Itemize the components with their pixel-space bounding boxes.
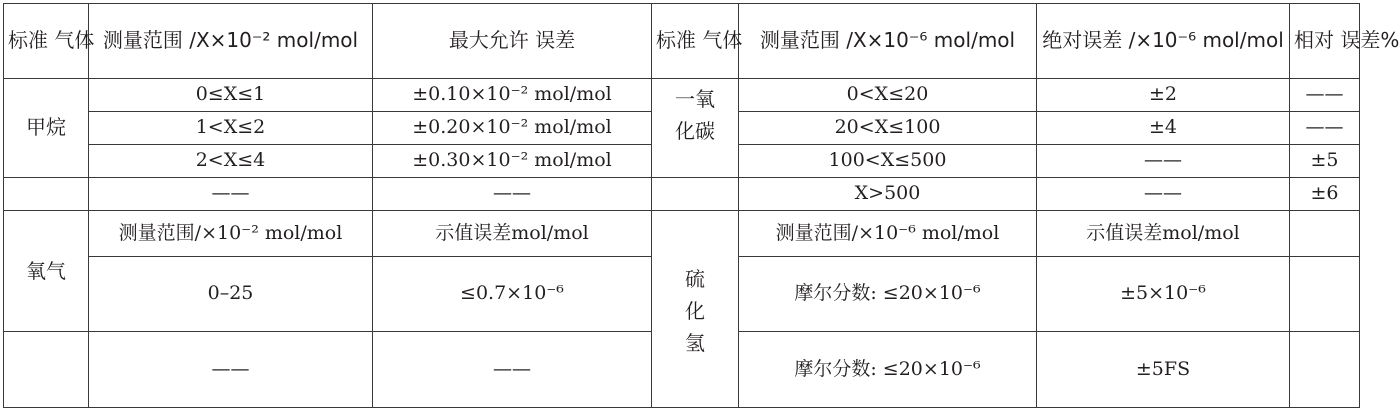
gas-standard-table [3,3,1399,408]
gas-co: 一氧 化碳 [675,86,715,143]
co-rel-error: —— [1290,78,1360,111]
methane-range: 2<X≤4 [89,145,373,178]
h2s-error: ±5×10⁻⁶ [1037,256,1290,332]
h2s-error: ±5FS [1037,332,1290,408]
empty-cell [1290,332,1360,408]
header-row [4,4,1360,79]
table-row [4,178,1360,211]
methane-error: ±0.10×10⁻² mol/mol [373,78,652,111]
methane-error: ±0.20×10⁻² mol/mol [373,111,652,144]
co-abs-error: —— [1037,145,1290,178]
co-rel-error: ±5 [1290,145,1360,178]
empty-gas-cell [4,332,89,408]
co-abs-error: ±4 [1037,111,1290,144]
co-range: 0<X≤20 [739,78,1037,111]
empty-error: —— [373,332,652,408]
h2s-error-subheader: 示值误差mol/mol [1037,211,1290,256]
header-range-left: 测量范围 /X×10⁻² mol/mol [89,4,373,79]
header-max-error: 最大允许 误差 [373,4,652,79]
empty-gas-cell [4,178,89,211]
co-rel-error: —— [1290,111,1360,144]
h2s-range-subheader: 测量范围/×10⁻⁶ mol/mol [739,211,1037,256]
empty-cell [1290,211,1360,256]
co-abs-error: ±2 [1037,78,1290,111]
header-std-gas-right: 标准 气体 [652,4,739,79]
empty-range: —— [89,332,373,408]
co-rel-error: ±6 [1290,178,1360,211]
h2s-range: 摩尔分数: ≤20×10⁻⁶ [739,332,1037,408]
header-rel-error: 相对 误差% [1290,4,1360,79]
co-range: 100<X≤500 [739,145,1037,178]
h2s-range: 摩尔分数: ≤20×10⁻⁶ [739,256,1037,332]
header-range-right: 测量范围 /X×10⁻⁶ mol/mol [739,4,1037,79]
methane-range: 0≤X≤1 [89,78,373,111]
methane-error: ±0.30×10⁻² mol/mol [373,145,652,178]
gas-methane: 甲烷 [4,78,89,178]
methane-error: —— [373,178,652,211]
table-row [4,78,1360,111]
empty-gas-cell [652,178,739,211]
header-abs-error: 绝对误差 /×10⁻⁶ mol/mol [1037,4,1290,79]
oxygen-range: 0–25 [89,256,373,332]
gas-h2s: 硫 化 氢 [685,267,705,356]
empty-cell [1290,256,1360,332]
methane-range: 1<X≤2 [89,111,373,144]
gas-oxygen: 氧气 [4,211,89,332]
oxygen-error: ≤0.7×10⁻⁶ [373,256,652,332]
oxygen-range-subheader: 测量范围/×10⁻² mol/mol [89,211,373,256]
co-range: X>500 [739,178,1037,211]
oxygen-error-subheader: 示值误差mol/mol [373,211,652,256]
co-range: 20<X≤100 [739,111,1037,144]
table-row [4,211,1360,256]
methane-range: —— [89,178,373,211]
header-std-gas-left: 标准 气体 [4,4,89,79]
co-abs-error: —— [1037,178,1290,211]
